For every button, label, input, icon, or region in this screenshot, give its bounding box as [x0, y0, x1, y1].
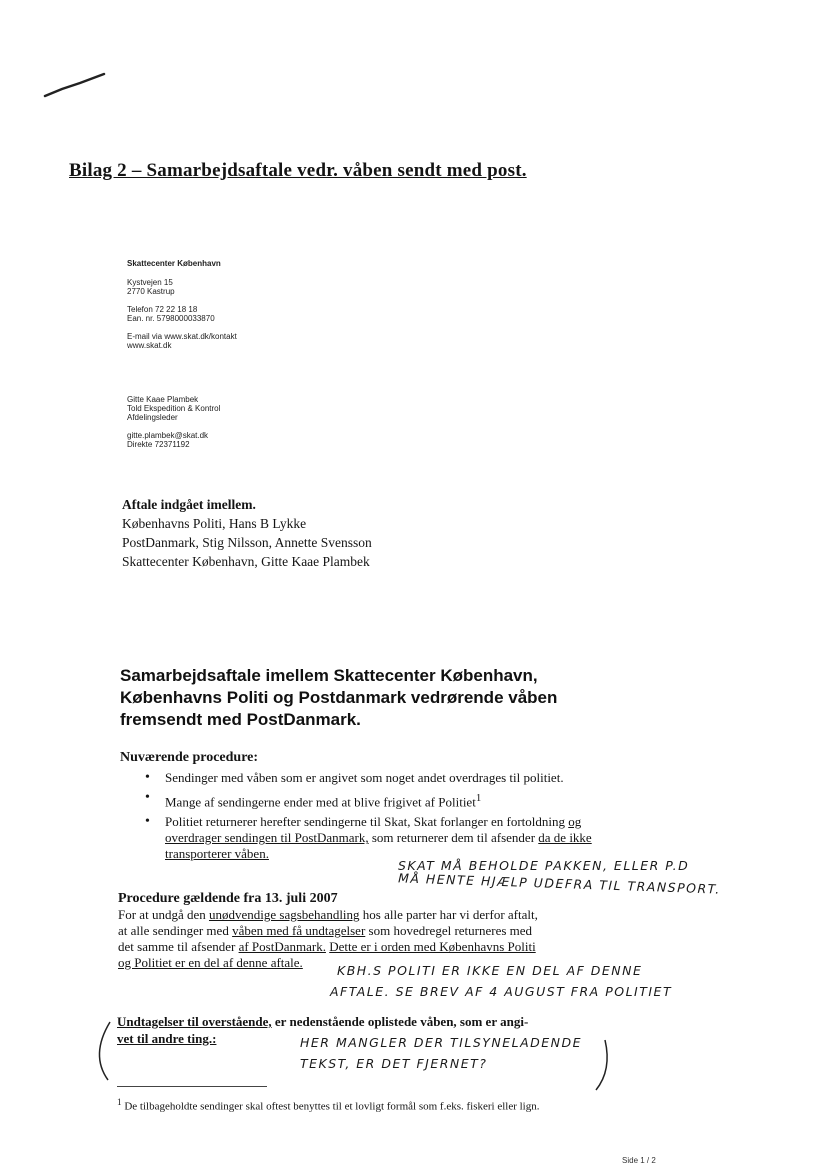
agreement-party: Københavns Politi, Hans B Lykke	[122, 516, 307, 531]
current-procedure-title: Nuværende procedure:	[120, 750, 259, 765]
contact-phone: Direkte 72371192	[127, 440, 190, 449]
handwritten-note: SKAT MÅ BEHOLDE PAKKEN, ELLER P.D	[398, 858, 690, 873]
handwritten-note: HER MANGLER DER TILSYNELADENDE	[300, 1035, 583, 1050]
procedure-body	[118, 907, 538, 971]
page-number: Side 1 / 2	[622, 1156, 656, 1165]
headline-line: fremsendt med PostDanmark.	[120, 710, 361, 729]
agreement-party: PostDanmark, Stig Nilsson, Annette Svensson	[122, 535, 372, 550]
contact-email: gitte.plambek@skat.dk	[127, 431, 209, 440]
agreement-block	[122, 495, 372, 571]
agreement-heading: Aftale indgået imellem.	[122, 497, 256, 512]
page-title: Bilag 2 – Samarbejdsaftale vedr. våben sendt med post.	[69, 160, 527, 181]
current-procedure-list	[145, 770, 625, 866]
pen-stroke	[45, 74, 104, 96]
exceptions-heading-rest: er nedenstående oplistede våben, som er angi-	[271, 1014, 529, 1029]
handwritten-note: MÅ HENTE HJÆLP UDEFRA TIL TRANSPORT.	[397, 870, 722, 897]
headline	[120, 665, 557, 731]
footnote	[117, 1097, 539, 1113]
headline-line: Københavns Politi og Postdanmark vedrørende våben	[120, 688, 558, 707]
contact-department: Told Ekspedition & Kontrol	[127, 404, 221, 413]
footnote-text: De tilbageholdte sendinger skal oftest benyttes til et lovligt formål som f.eks. fiskeri eller lign.	[124, 1100, 540, 1113]
list-item	[145, 770, 625, 786]
sender-address-line: Kystvejen 15	[127, 278, 173, 287]
bullet-text: Mange af sendingerne ender med at blive frigivet af Politiet	[165, 794, 476, 810]
underlined-text: og overdrager sendingen til PostDanmark,	[165, 814, 582, 846]
exceptions-title	[117, 1014, 528, 1030]
procedure-line: For at undgå den unødvendige sagsbehandling hos alle parter har vi derfor aftalt,	[118, 907, 538, 922]
exceptions-line: vet til andre ting.:	[117, 1031, 217, 1046]
procedure-line: at alle sendinger med våben med få undtagelser som hovedregel returneres med	[118, 923, 533, 938]
sender-name: Skattecenter København	[127, 259, 221, 268]
bullet-text: Politiet returnerer herefter sendingerne til Skat, Skat forlanger en fortoldning	[165, 814, 569, 830]
sender-email: E-mail via www.skat.dk/kontakt	[127, 332, 237, 341]
procedure-title: Procedure gældende fra 13. juli 2007	[118, 891, 338, 906]
contact-name: Gitte Kaae Plambek	[127, 395, 199, 404]
handwritten-note: AFTALE. SE BREV AF 4 AUGUST FRA POLITIET	[330, 984, 673, 999]
bracket-left	[99, 1022, 110, 1080]
footnote-mark: 1	[117, 1097, 122, 1107]
sender-website: www.skat.dk	[127, 341, 172, 350]
sender-address-line: 2770 Kastrup	[127, 287, 175, 296]
handwritten-note: TEKST, ER DET FJERNET?	[300, 1056, 488, 1071]
bracket-right	[596, 1040, 607, 1090]
bullet-text: som returnerer dem til afsender	[368, 830, 539, 846]
list-item	[145, 814, 625, 862]
footnote-divider	[117, 1086, 267, 1087]
procedure-line: og Politiet er en del af denne aftale.	[118, 955, 303, 970]
bullet-text: Sendinger med våben som er angivet som noget andet overdrages til politiet.	[165, 770, 564, 785]
footnote-ref: 1	[475, 792, 482, 804]
contact-role: Afdelingsleder	[127, 413, 178, 422]
list-item	[145, 790, 625, 810]
headline-line: Samarbejdsaftale imellem Skattecenter København,	[120, 666, 538, 685]
sender-phone: Telefon 72 22 18 18	[127, 305, 198, 314]
sender-block	[127, 259, 237, 449]
agreement-party: Skattecenter København, Gitte Kaae Plambek	[122, 554, 370, 569]
exceptions-heading: Undtagelser til overstående,	[117, 1014, 272, 1029]
handwritten-note: KBH.S POLITI ER IKKE EN DEL AF DENNE	[337, 963, 643, 978]
sender-ean: Ean. nr. 5798000033870	[127, 314, 215, 323]
procedure-line: det samme til afsender af PostDanmark. Dette er i orden med Københavns Politi	[118, 939, 536, 954]
underlined-text: da de ikke transporterer våben.	[165, 830, 592, 862]
